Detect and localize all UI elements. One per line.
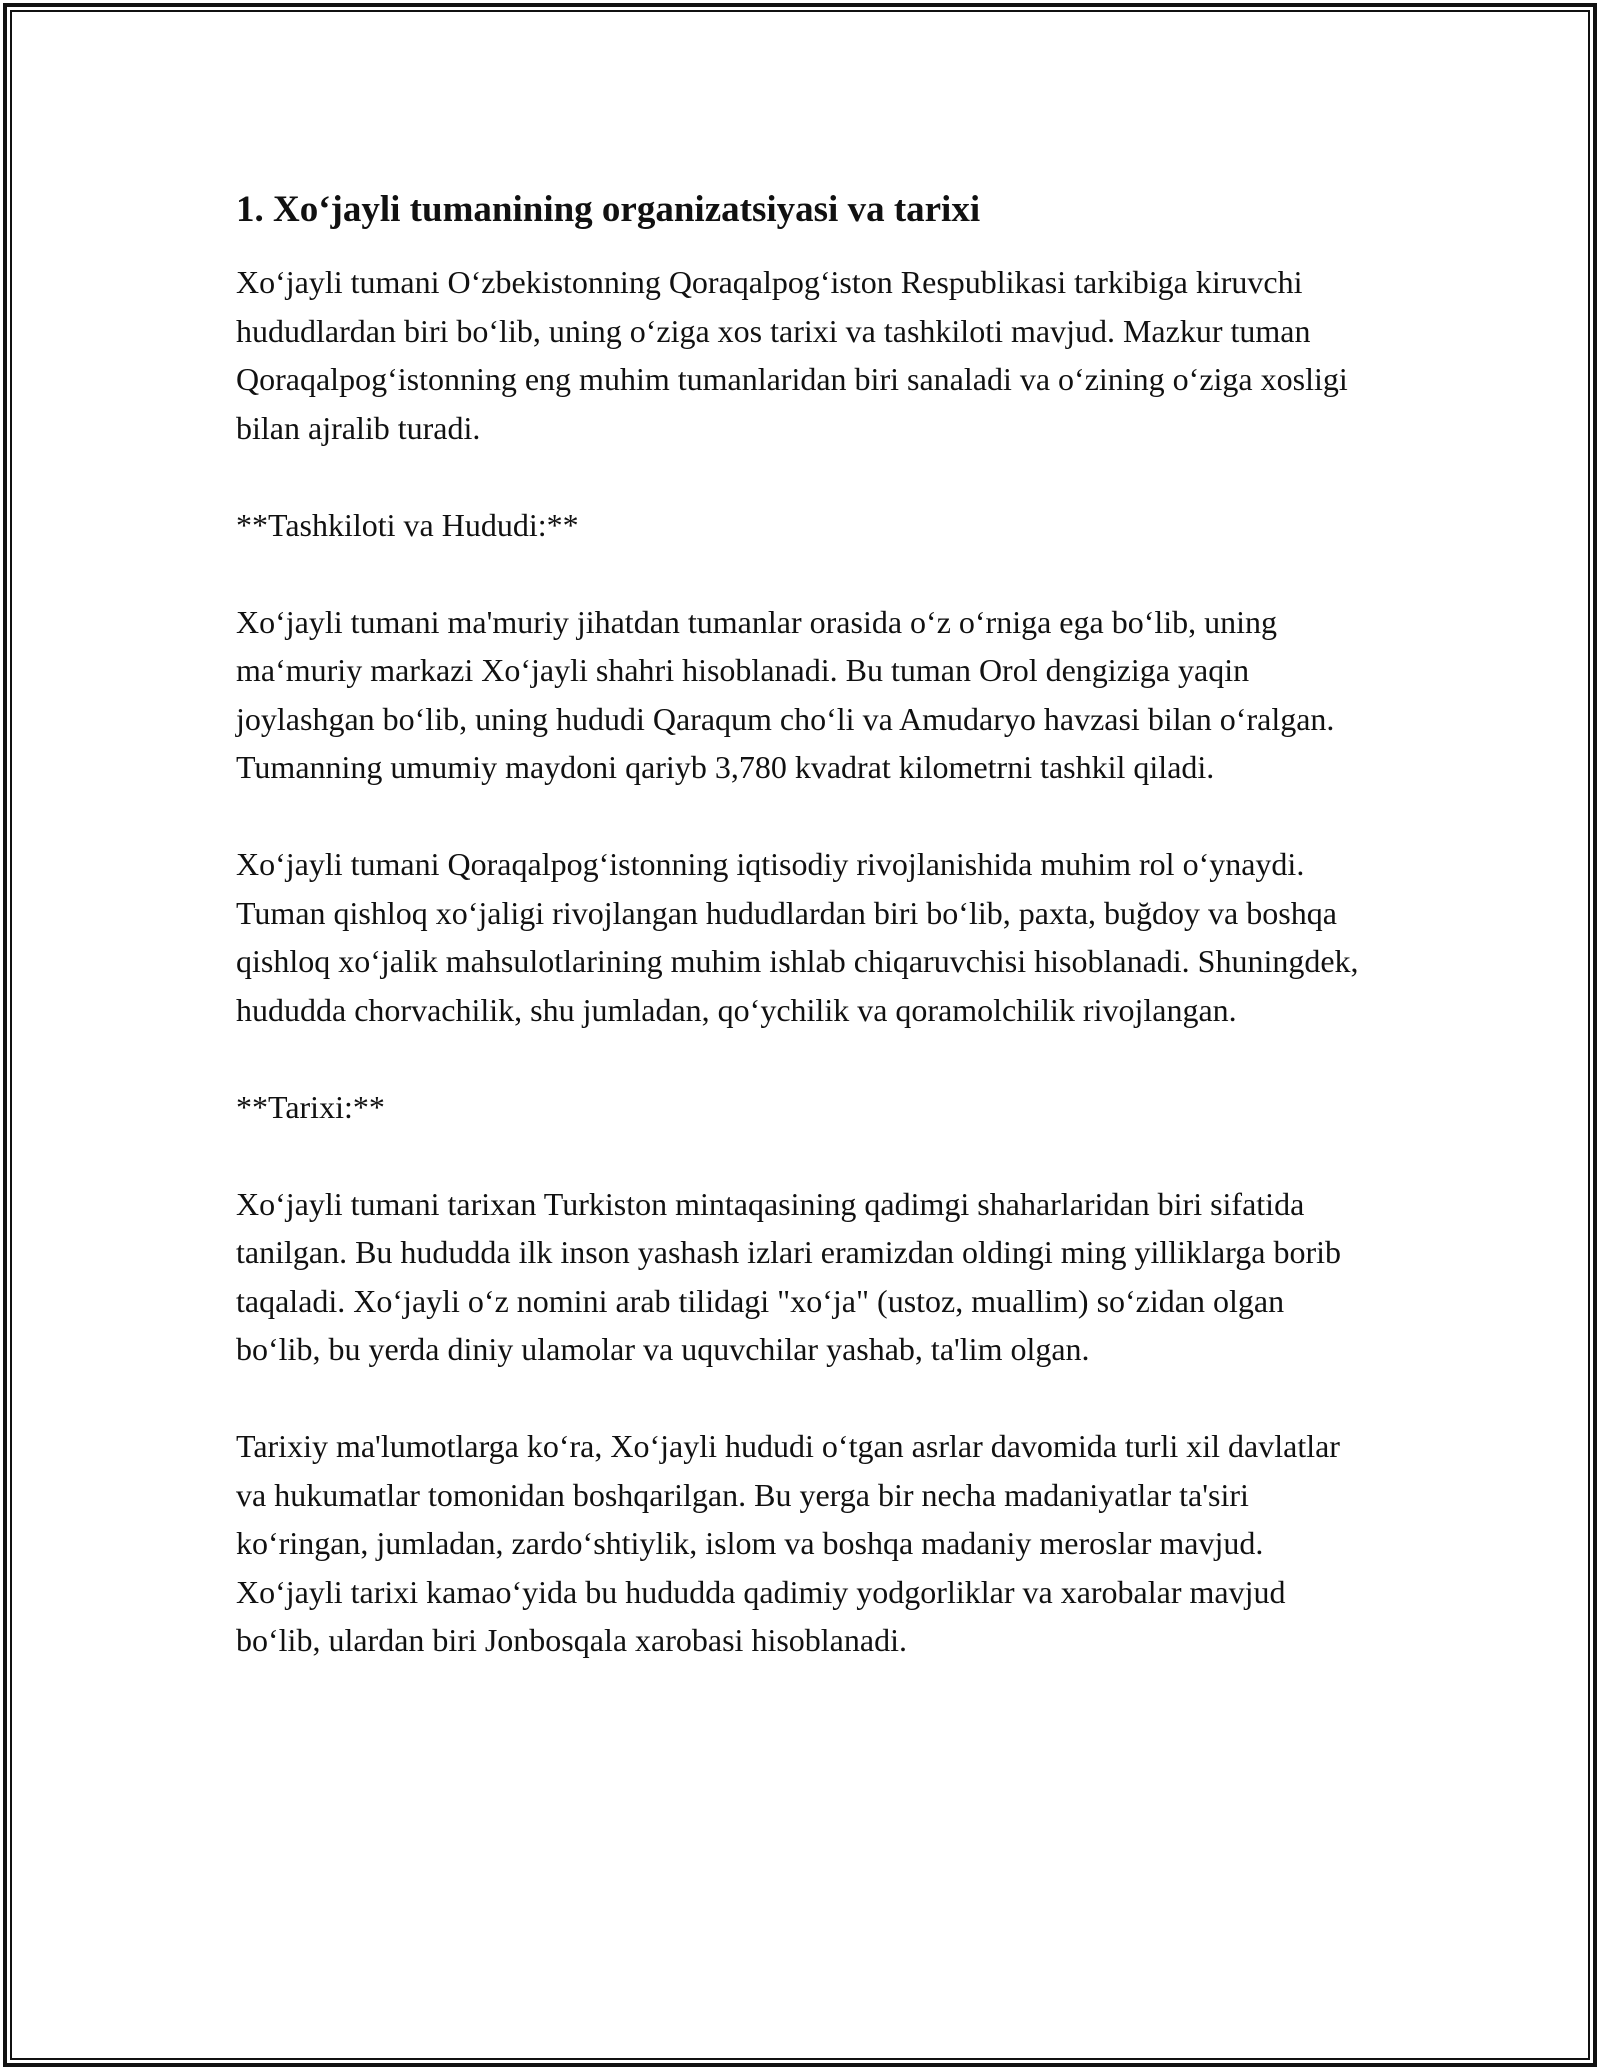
intro-paragraph: Xo‘jayli tumani O‘zbekistonning Qoraqalpog‘iston Respublikasi tarkibiga kiruvchi hududlardan biri bo‘lib, uning o‘ziga xos tarixi va tashkiloti mavjud. Mazkur tuman Qoraqalpog‘istonning eng muhim tumanlaridan biri sanaladi va o‘zining o‘ziga xosligi bilan ajralib turadi. [236, 264, 1348, 446]
document-title: 1. Xo‘jayli tumanining organizatsiyasi va tarixi [236, 189, 981, 230]
section-heading-organization: **Tashkiloti va Hududi:** [236, 506, 579, 543]
history-paragraph-1: Xo‘jayli tumani tarixan Turkiston mintaqasining qadimgi shaharlaridan biri sifatida tanilgan. Bu hududda ilk inson yashash izlari eramizdan oldingi ming yilliklarga borib taqaladi. Xo‘jayli o‘z nomini arab tilidagi "xo‘ja" (ustoz, muallim) so‘zidan olgan bo‘lib, bu yerda diniy ulamolar va uquvchilar yashab, ta'lim olgan. [236, 1185, 1341, 1367]
history-paragraph-3: Xo‘jayli tarixi kamao‘yida bu hududda qadimiy yodgorliklar va xarobalar mavjud bo‘lib, ulardan biri Jonbosqala xarobasi hisoblanadi. [236, 1573, 1286, 1658]
organization-paragraph-2: Xo‘jayli tumani Qoraqalpog‘istonning iqtisodiy rivojlanishida muhim rol o‘ynaydi. Tuman qishloq xo‘jaligi rivojlangan hududlardan biri bo‘lib, paxta, buğdoy va boshqa qishloq xo‘jalik mahsulotlarining muhim ishlab chiqaruvchisi hisoblanadi. Shuningdek, hududda chorvachilik, shu jumladan, qo‘ychilik va qoramolchilik rivojlangan. [236, 846, 1359, 1028]
organization-paragraph-1: Xo‘jayli tumani ma'muriy jihatdan tumanlar orasida o‘z o‘rniga ega bo‘lib, uning ma‘muriy markazi Xo‘jayli shahri hisoblanadi. Bu tuman Orol dengiziga yaqin joylashgan bo‘lib, uning hududi Qaraqum cho‘li va Amudaryo havzasi bilan o‘ralgan. Tumanning umumiy maydoni qariyb 3,780 kvadrat kilometrni tashkil qiladi. [236, 603, 1335, 785]
document-body [236, 186, 1376, 1665]
history-paragraph-2: Tarixiy ma'lumotlarga ko‘ra, Xo‘jayli hududi o‘tgan asrlar davomida turli xil davlatlar va hukumatlar tomonidan boshqarilgan. Bu yerga bir necha madaniyatlar ta'siri ko‘ringan, jumladan, zardo‘shtiylik, islom va boshqa madaniy meroslar mavjud. [236, 1428, 1340, 1561]
section-heading-history: **Tarixi:** [236, 1088, 385, 1125]
